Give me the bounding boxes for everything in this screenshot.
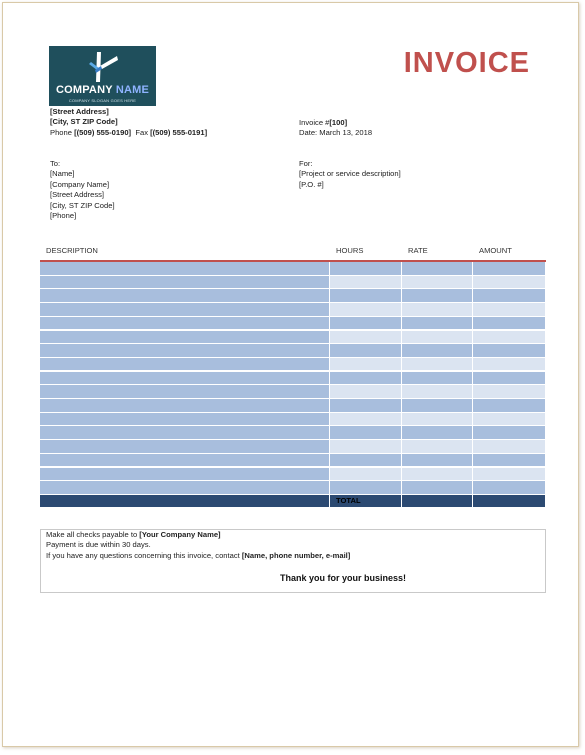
table-row [40,358,546,372]
header-hours: HOURS [336,246,364,255]
rate-cell[interactable] [402,276,473,290]
rate-cell[interactable] [402,426,473,440]
description-cell[interactable] [40,385,330,399]
questions-contact: If you have any questions concerning this invoice, contact [Name, phone number, e-mail] [46,550,351,560]
rate-cell[interactable] [402,413,473,427]
total-bar-cell [40,495,330,509]
description-cell[interactable] [40,399,330,413]
hours-cell[interactable] [330,372,402,386]
sender-fax: [(509) 555-0191] [150,127,208,137]
rate-cell[interactable] [402,303,473,317]
total-bar-cell [402,495,473,509]
hours-cell[interactable] [330,481,402,495]
rate-cell[interactable] [402,481,473,495]
table-row [40,289,546,303]
description-cell[interactable] [40,331,330,345]
logo-mark-icon [87,50,119,84]
description-cell[interactable] [40,317,330,331]
table-row [40,262,546,276]
hours-cell[interactable] [330,468,402,482]
table-row [40,468,546,482]
description-cell[interactable] [40,358,330,372]
amount-cell[interactable] [473,481,546,495]
bill-to: To: [Name] [Company Name] [Street Address] [City, ST ZIP Code] [Phone] [50,159,115,221]
amount-cell[interactable] [473,372,546,386]
table-row [40,413,546,427]
hours-cell[interactable] [330,358,402,372]
amount-cell[interactable] [473,317,546,331]
rate-cell[interactable] [402,372,473,386]
header-description: DESCRIPTION [46,246,98,255]
description-cell[interactable] [40,440,330,454]
description-cell[interactable] [40,276,330,290]
rate-cell[interactable] [402,358,473,372]
amount-cell[interactable] [473,358,546,372]
sender-street: [Street Address] [50,107,109,116]
amount-cell[interactable] [473,440,546,454]
description-cell[interactable] [40,303,330,317]
invoice-meta [299,118,372,139]
hours-cell[interactable] [330,413,402,427]
amount-cell[interactable] [473,399,546,413]
rate-cell[interactable] [402,289,473,303]
table-row [40,481,546,495]
description-cell[interactable] [40,454,330,468]
description-cell[interactable] [40,262,330,276]
invoice-date: Date: March 13, 2018 [299,128,373,138]
header-rate: RATE [408,246,428,255]
table-row [40,331,546,345]
payment-terms: Payment is due within 30 days. [46,540,151,550]
amount-cell[interactable] [473,344,546,358]
line-items-table [40,260,546,509]
logo-company-name: COMPANY NAME [55,84,150,96]
sender-contact: Phone [(509) 555-0190] Fax [(509) 555-0191] [50,127,208,137]
amount-cell[interactable] [473,331,546,345]
table-row [40,454,546,468]
sender-phone: [(509) 555-0190] [74,127,132,137]
description-cell[interactable] [40,344,330,358]
thank-you-message: Thank you for your business! [279,573,407,583]
table-row [40,385,546,399]
hours-cell[interactable] [330,276,402,290]
amount-cell[interactable] [473,454,546,468]
hours-cell[interactable] [330,289,402,303]
hours-cell[interactable] [330,303,402,317]
hours-cell[interactable] [330,331,402,345]
table-row [40,303,546,317]
sender-city: [City, ST ZIP Code] [50,117,118,127]
rate-cell[interactable] [402,468,473,482]
invoice-title: INVOICE [403,47,530,79]
table-row [40,317,546,331]
hours-cell[interactable] [330,344,402,358]
description-cell[interactable] [40,413,330,427]
table-row [40,372,546,386]
rate-cell[interactable] [402,440,473,454]
hours-cell[interactable] [330,317,402,331]
table-row [40,426,546,440]
rate-cell[interactable] [402,399,473,413]
hours-cell[interactable] [330,426,402,440]
amount-cell[interactable] [473,289,546,303]
header-amount: AMOUNT [479,246,512,255]
payment-notes [40,529,546,593]
total-amount-cell[interactable] [473,495,546,509]
rate-cell[interactable] [402,331,473,345]
hours-cell[interactable] [330,454,402,468]
company-logo [49,46,156,106]
rate-cell[interactable] [402,317,473,331]
description-cell[interactable] [40,426,330,440]
hours-cell[interactable] [330,385,402,399]
amount-cell[interactable] [473,468,546,482]
amount-cell[interactable] [473,385,546,399]
amount-cell[interactable] [473,276,546,290]
invoice-number: Invoice #[100] [299,118,348,127]
amount-cell[interactable] [473,262,546,276]
rate-cell[interactable] [402,385,473,399]
description-cell[interactable] [40,468,330,482]
table-row [40,276,546,290]
bill-for: For: [Project or service description] [P.O. #] [299,159,401,189]
table-row [40,344,546,358]
amount-cell[interactable] [473,413,546,427]
description-cell[interactable] [40,372,330,386]
description-cell[interactable] [40,481,330,495]
rate-cell[interactable] [402,344,473,358]
logo-slogan: COMPANY SLOGAN GOES HERE [68,98,137,103]
description-cell[interactable] [40,289,330,303]
table-row [40,399,546,413]
table-row [40,440,546,454]
sender-address [50,107,207,138]
total-row [40,495,546,509]
rate-cell[interactable] [402,454,473,468]
rate-cell[interactable] [402,262,473,276]
total-bar-cell [330,495,402,509]
invoice-page [2,2,579,747]
hours-cell[interactable] [330,262,402,276]
total-label: TOTAL [336,495,361,505]
checks-payable: Make all checks payable to [Your Company Name] [46,530,221,539]
hours-cell[interactable] [330,440,402,454]
hours-cell[interactable] [330,399,402,413]
amount-cell[interactable] [473,303,546,317]
amount-cell[interactable] [473,426,546,440]
